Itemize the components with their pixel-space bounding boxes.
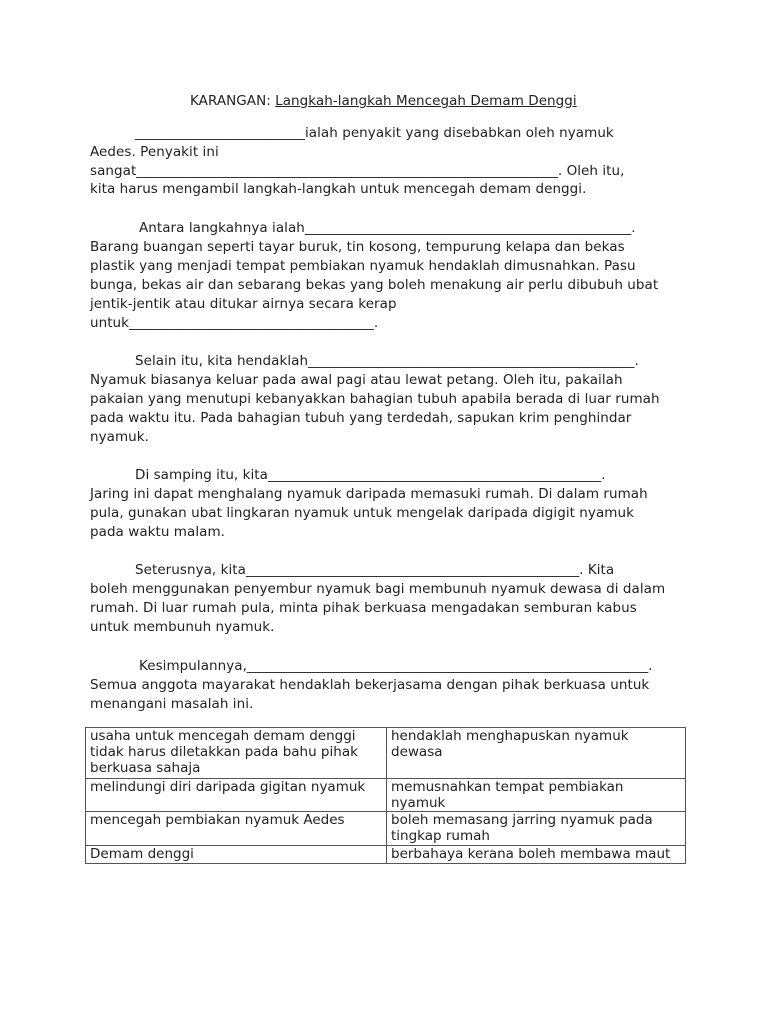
p4-line-2: Jaring ini dapat menghalang nyamuk daripada memasuki rumah. Di dalam rumah [90,486,648,502]
p2-line-4: bunga, bekas air dan sebarang bekas yang boleh menakung air perlu dibubuh ubat [90,277,659,293]
p5-line-3: rumah. Di luar rumah pula, minta pihak berkuasa mengadakan semburan kabus [90,600,637,616]
p3-line-2: Nyamuk biasanya keluar pada awal pagi atau lewat petang. Oleh itu, pakailah [90,372,623,388]
essay-title [190,92,577,110]
table-cell: melindungi diri daripada gigitan nyamuk [86,779,387,812]
table-cell: hendaklah menghapuskan nyamuk dewasa [387,728,686,779]
table-cell: usaha untuk mencegah demam denggi tidak harus diletakkan pada bahu pihak berkuasa sahaja [86,728,387,779]
p1-line-4: kita harus mengambil langkah-langkah untuk mencegah demam denggi. [90,181,587,197]
p6-line-2: Semua anggota mayarakat hendaklah bekerjasama dengan pihak berkuasa untuk [90,677,650,693]
table-cell: boleh memasang jarring nyamuk pada tingkap rumah [387,812,686,846]
p2-line-1: Antara langkahnya ialah________________________________________________. [139,220,636,236]
p3-line-1: Selain itu, kita hendaklah________________________________________________. [135,353,639,369]
title-topic: Langkah-langkah Mencegah Demam Denggi [275,93,577,109]
p5-line-1: Seterusnya, kita_________________________________________________. Kita [135,562,615,578]
p1-line-2: Aedes. Penyakit ini [90,144,219,160]
p6-line-1: Kesimpulannya,___________________________________________________________. [139,658,653,674]
table-cell: berbahaya kerana boleh membawa maut [387,846,686,864]
answer-table [85,727,686,864]
table-cell: Demam denggi [86,846,387,864]
table-cell: mencegah pembiakan nyamuk Aedes [86,812,387,846]
p2-line-2: Barang buangan seperti tayar buruk, tin kosong, tempurung kelapa dan bekas [90,239,625,255]
table-row [86,728,686,779]
table-row [86,812,686,846]
table-row [86,846,686,864]
p5-line-4: untuk membunuh nyamuk. [90,619,275,635]
p2-line-3: plastik yang menjadi tempat pembiakan nyamuk hendaklah dimusnahkan. Pasu [90,258,636,274]
p1-line-3: sangat______________________________________________________________. Oleh itu, [90,163,625,179]
p2-line-6: untuk____________________________________. [90,315,379,331]
p5-line-2: boleh menggunakan penyembur nyamuk bagi membunuh nyamuk dewasa di dalam [90,581,666,597]
title-prefix: KARANGAN: [190,93,271,109]
table-cell: memusnahkan tempat pembiakan nyamuk [387,779,686,812]
p3-line-5: nyamuk. [90,429,149,445]
p3-line-4: pada waktu itu. Pada bahagian tubuh yang terdedah, sapukan krim penghindar [90,410,632,426]
p4-line-4: pada waktu malam. [90,524,225,540]
p1-line-1: _________________________ialah penyakit yang disebabkan oleh nyamuk [135,125,614,141]
p6-line-3: menangani masalah ini. [90,696,254,712]
p4-line-3: pula, gunakan ubat lingkaran nyamuk untuk mengelak daripada digigit nyamuk [90,505,634,521]
p2-line-5: jentik-jentik atau ditukar airnya secara kerap [90,296,397,312]
p4-line-1: Di samping itu, kita_________________________________________________. [135,467,606,483]
p3-line-3: pakaian yang menutupi kebanyakkan bahagian tubuh apabila berada di luar rumah [90,391,660,407]
table-row [86,779,686,812]
